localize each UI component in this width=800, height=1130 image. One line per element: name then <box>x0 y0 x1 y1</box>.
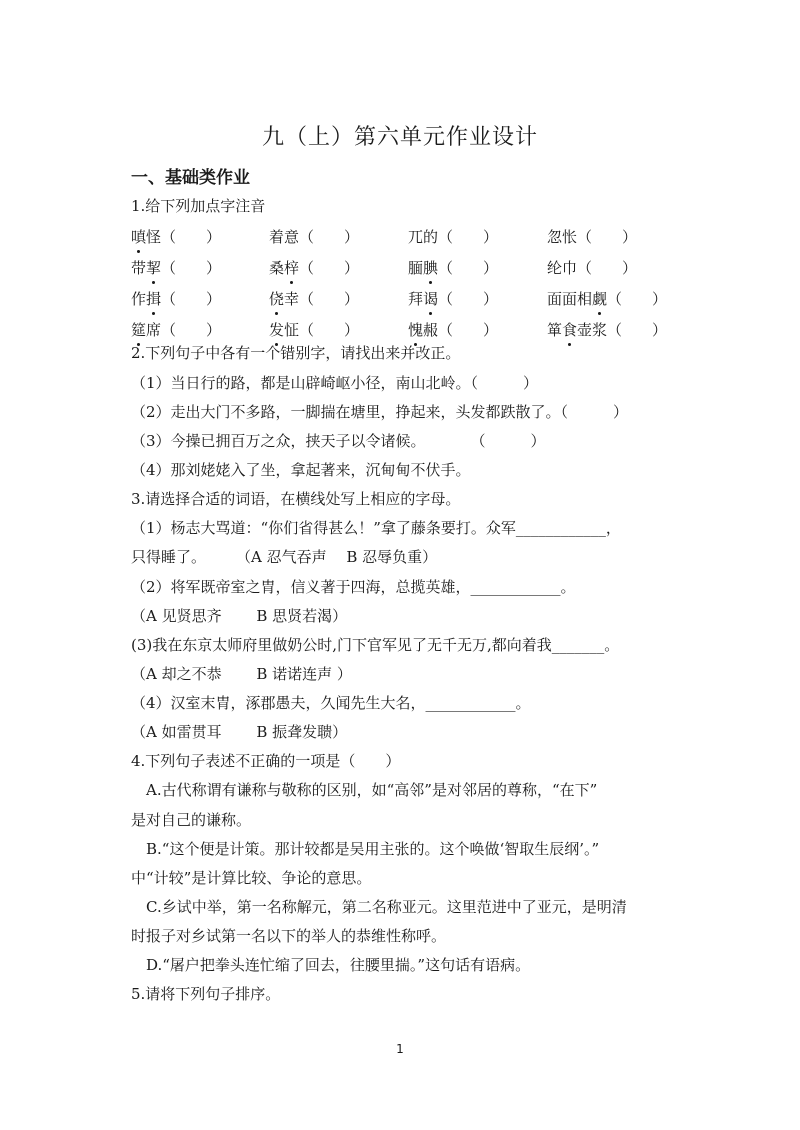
question-3-line: 只得睡了。 （A 忍气吞声 B 忍辱负重） <box>131 548 438 566</box>
answer-blank[interactable]: （ ） <box>438 228 499 246</box>
dotted-character: 嗔 <box>131 226 146 247</box>
question-4-line: D.“屠户把拳头连忙缩了回去，往腰里揣。”这句话有语病。 <box>131 956 531 974</box>
dotted-character: 愧 <box>408 319 423 340</box>
question-1-prompt: 1.给下列加点字注音 <box>131 197 266 215</box>
question-4-line: B.“这个便是计策。那计较都是吴用主张的。这个唤做‘智取生辰纲’。” <box>131 840 600 858</box>
emphasis-dot-icon <box>598 312 601 315</box>
pinyin-word: 腼腆 <box>408 259 438 277</box>
question-2-item: （2）走出大门不多路，一脚揣在塘里，挣起来，头发都跌散了。（ ） <box>131 403 629 421</box>
pinyin-item <box>269 288 359 309</box>
answer-blank[interactable]: （ ） <box>577 259 638 277</box>
question-4-line: C.乡试中举，第一名称解元，第二名称亚元。这里范进中了亚元，是明清 <box>131 898 627 916</box>
pinyin-item <box>547 226 637 247</box>
pinyin-item <box>547 319 667 340</box>
emphasis-dot-icon <box>568 343 571 346</box>
pinyin-item <box>269 319 359 340</box>
answer-blank[interactable]: （ ） <box>438 290 499 308</box>
pinyin-item <box>269 257 359 278</box>
pinyin-item <box>408 319 498 340</box>
page-number: 1 <box>396 1042 404 1056</box>
page-title: 九（上）第六单元作业设计 <box>261 125 538 150</box>
pinyin-word: 桑梓 <box>269 259 299 277</box>
pinyin-word: 带挈 <box>131 259 161 277</box>
pinyin-item <box>408 288 498 309</box>
question-3-line: （1）杨志大骂道：“你们省得甚么！”拿了藤条要打。众军____________， <box>131 519 621 537</box>
pinyin-word: 纶巾 <box>547 259 578 277</box>
question-3-line: （2）将军既帝室之胄，信义著于四海，总揽英雄，____________。 <box>131 578 576 596</box>
pinyin-item <box>547 257 637 278</box>
answer-blank[interactable]: （ ） <box>299 228 360 246</box>
emphasis-dot-icon <box>429 312 432 315</box>
dotted-character: 发 <box>269 319 284 340</box>
pinyin-word: 愧 赧 <box>408 321 438 339</box>
question-4-line: 时报子对乡试第一名以下的举人的恭维性称呼。 <box>131 927 447 945</box>
emphasis-dot-icon <box>152 312 155 315</box>
answer-blank[interactable]: （ ） <box>299 259 360 277</box>
pinyin-word: 作揖 <box>131 290 161 308</box>
pinyin-word: 筵 席 <box>131 321 161 339</box>
answer-blank[interactable]: （ ） <box>299 321 360 339</box>
answer-blank[interactable]: （ ） <box>607 321 668 339</box>
dotted-character: 侥 <box>269 288 284 309</box>
question-3-prompt: 3.请选择合适的词语，在横线处写上相应的字母。 <box>131 490 461 508</box>
answer-blank[interactable]: （ ） <box>161 321 222 339</box>
dotted-character: 谒 <box>423 288 438 309</box>
pinyin-word: 侥 幸 <box>269 290 299 308</box>
dotted-character: 腆 <box>423 257 438 278</box>
question-2-item: （1）当日行的路，都是山辟崎岖小径，南山北岭。（ ） <box>131 374 539 392</box>
question-2-prompt: 2.下列句子中各有一个错别字，请找出来并改正。 <box>131 344 461 362</box>
question-3-line: （A 却之不恭 B 诺诺连声 ） <box>131 665 352 683</box>
pinyin-item <box>408 226 498 247</box>
pinyin-item <box>131 257 221 278</box>
question-2-item: （4）那刘姥姥入了坐，拿起著来，沉甸甸不伏手。 <box>131 461 471 479</box>
pinyin-row <box>131 288 691 319</box>
pinyin-row <box>131 257 691 288</box>
emphasis-dot-icon <box>152 281 155 284</box>
question-4-line: 中“计较”是计算比较、争论的意思。 <box>131 869 372 887</box>
answer-blank[interactable]: （ ） <box>299 290 360 308</box>
section-heading: 一、基础类作业 <box>131 168 250 188</box>
pinyin-word: 发 怔 <box>269 321 299 339</box>
question-4-line: 是对自己的谦称。 <box>131 811 252 829</box>
question-4-line: A.古代称谓有谦称与敬称的区别，如“高邻”是对邻居的尊称，“在下” <box>131 781 598 799</box>
pinyin-word: 嗔 怪 <box>131 228 161 246</box>
emphasis-dot-icon <box>429 281 432 284</box>
dotted-character: 揖 <box>146 288 161 309</box>
answer-blank[interactable]: （ ） <box>161 259 222 277</box>
answer-blank[interactable]: （ ） <box>438 259 499 277</box>
pinyin-item <box>547 288 667 309</box>
question-3-line: (3)我在东京太师府里做奶公时,门下官军见了无千无万,都向着我_______。 <box>131 636 620 654</box>
answer-blank[interactable]: （ ） <box>577 228 638 246</box>
question-3-line: （4）汉室末胄，涿郡愚夫，久闻先生大名，____________。 <box>131 694 531 712</box>
dotted-character: 食 <box>562 319 577 340</box>
answer-blank[interactable]: （ ） <box>161 228 222 246</box>
pinyin-word: 箪食 壶浆 <box>547 321 607 339</box>
pinyin-item <box>131 319 221 340</box>
pinyin-item <box>131 226 221 247</box>
answer-blank[interactable]: （ ） <box>438 321 499 339</box>
answer-blank[interactable]: （ ） <box>607 290 668 308</box>
dotted-character: 筵 <box>131 319 146 340</box>
pinyin-item <box>131 288 221 309</box>
dotted-character: 梓 <box>284 257 299 278</box>
question-5-prompt: 5.请将下列句子排序。 <box>131 985 281 1003</box>
question-4-prompt: 4.下列句子表述不正确的一项是（ ） <box>131 752 401 770</box>
dotted-character: 挈 <box>146 257 161 278</box>
emphasis-dot-icon <box>290 281 293 284</box>
pinyin-row <box>131 226 691 257</box>
dotted-character: 觑 <box>592 288 607 309</box>
question-2-item: （3）今操已拥百万之众，挟天子以令诸候。 （ ） <box>131 432 546 450</box>
pinyin-item <box>408 257 498 278</box>
question-3-line: （A 见贤思齐 B 思贤若渴） <box>131 607 348 625</box>
pinyin-word: 面面相觑 <box>547 290 607 308</box>
emphasis-dot-icon <box>137 250 140 253</box>
answer-blank[interactable]: （ ） <box>161 290 222 308</box>
pinyin-word: 拜谒 <box>408 290 438 308</box>
pinyin-item <box>269 226 359 247</box>
pinyin-grid <box>131 226 691 350</box>
emphasis-dot-icon <box>275 312 278 315</box>
pinyin-word: 着意 <box>269 228 300 246</box>
pinyin-word: 兀的 <box>408 228 439 246</box>
pinyin-word: 忽怅 <box>547 228 578 246</box>
question-3-line: （A 如雷贯耳 B 振聋发聩） <box>131 723 348 741</box>
